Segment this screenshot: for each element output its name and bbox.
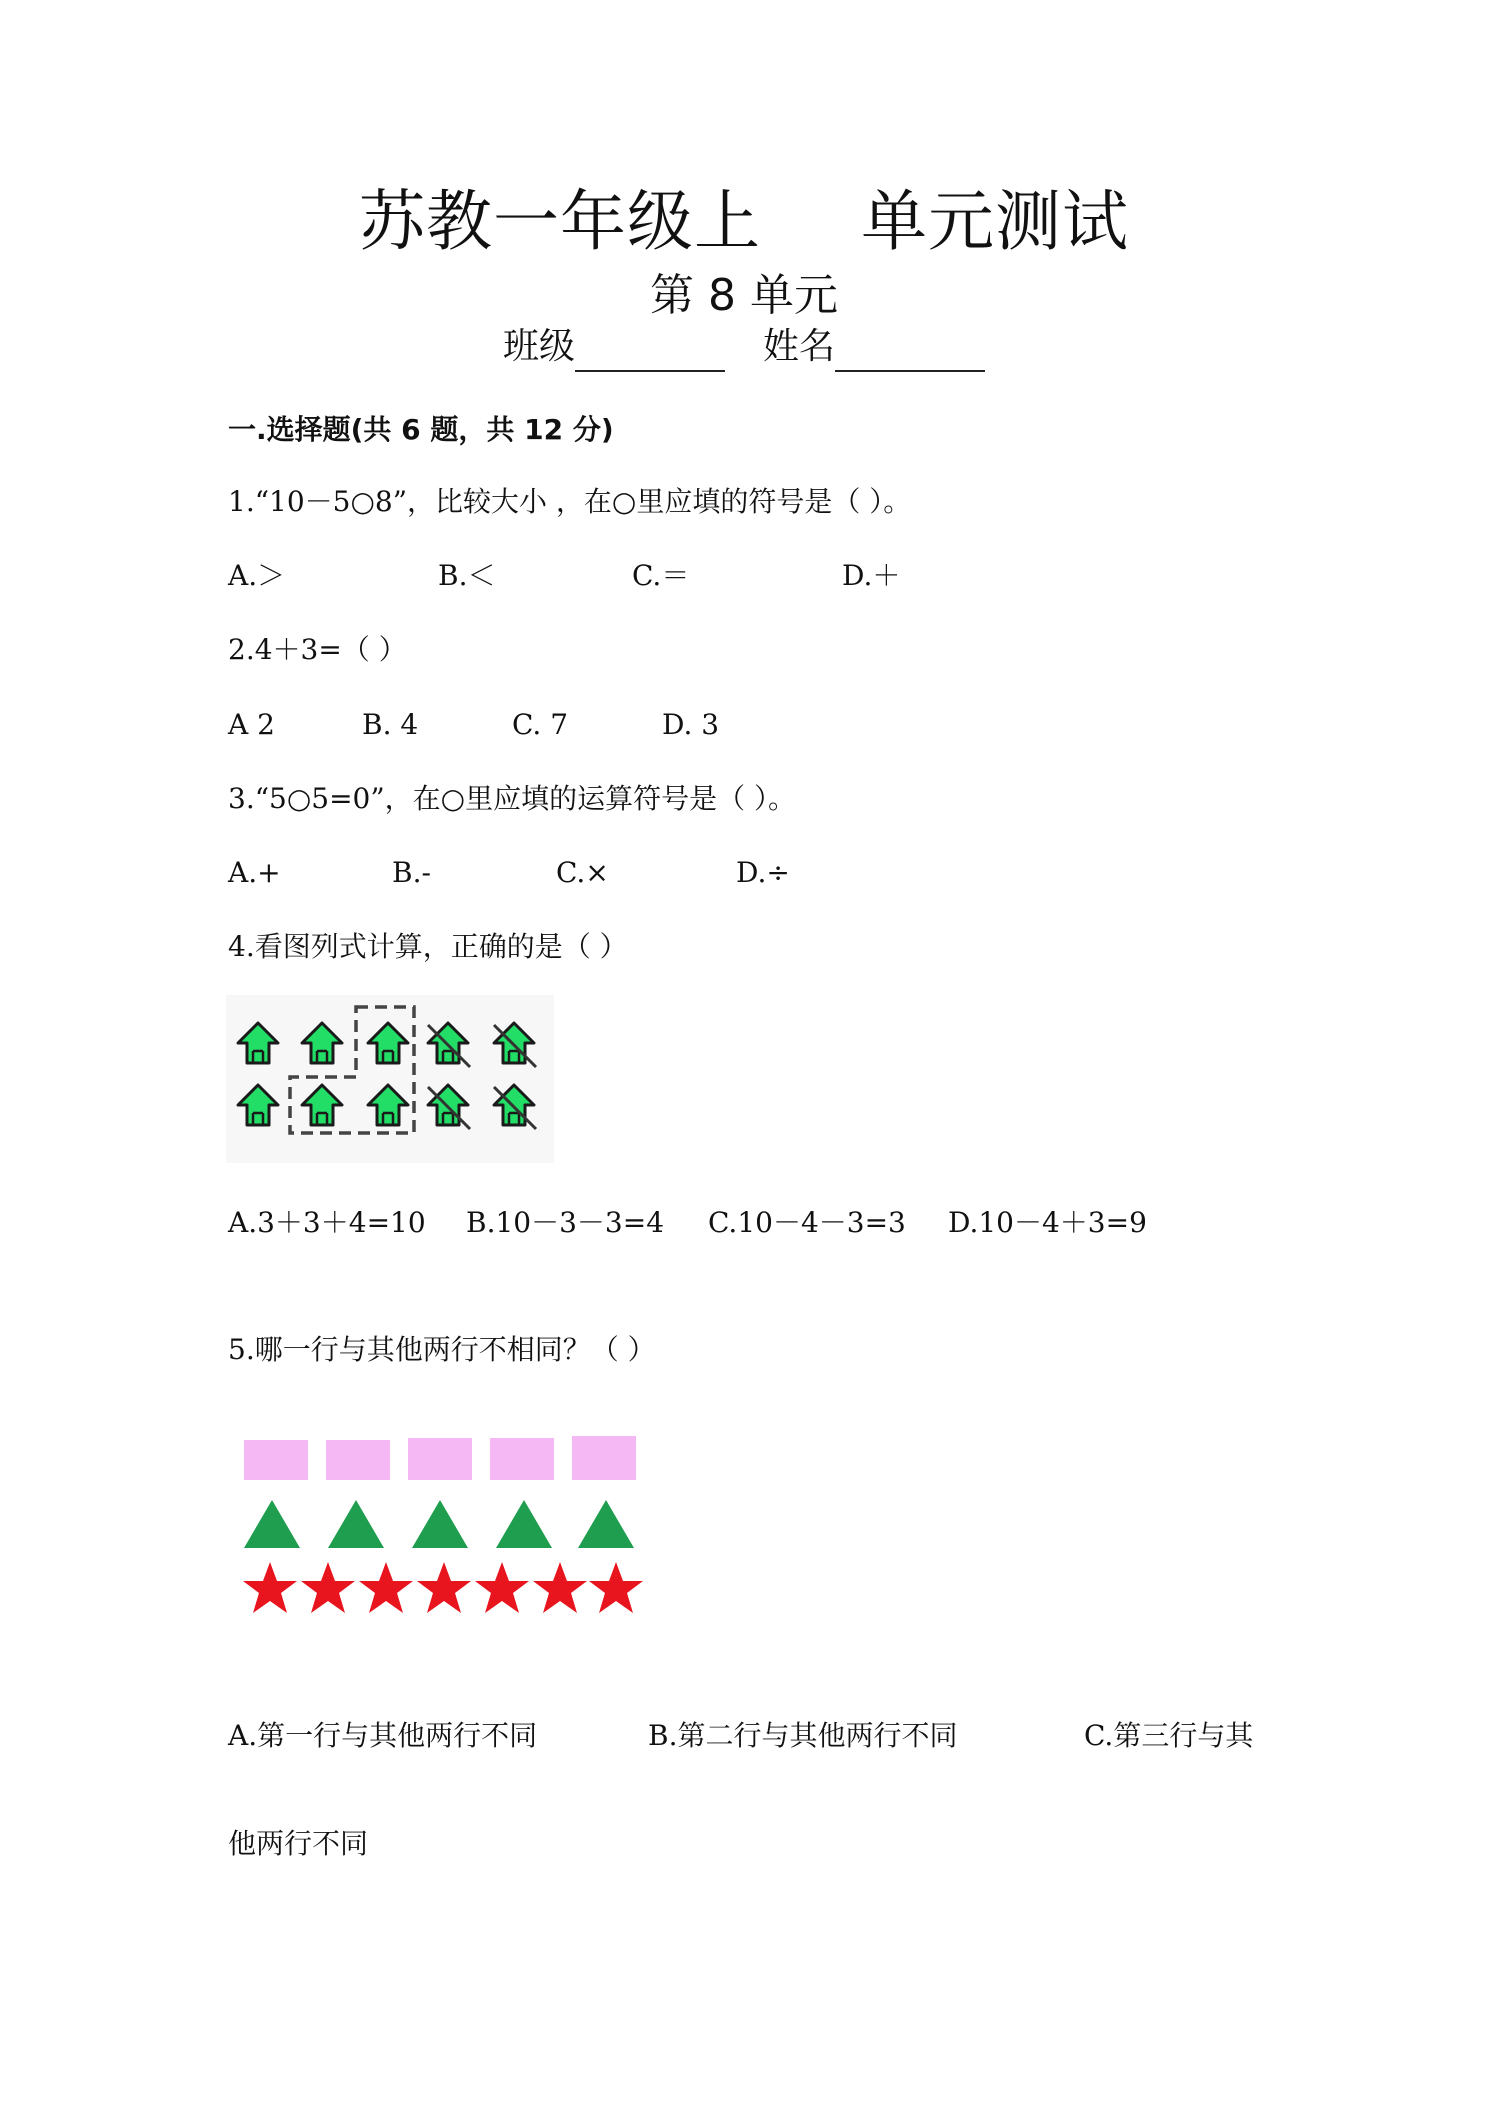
q4-option-d[interactable]: D.10－4＋3=9 (948, 1206, 1147, 1239)
q1-option-c[interactable]: C.＝ (632, 559, 690, 592)
q5-option-b[interactable]: B.第二行与其他两行不同 (648, 1719, 958, 1752)
q1-option-d[interactable]: D.＋ (842, 559, 901, 592)
q5-figure (236, 1430, 656, 1640)
q2-option-a[interactable]: A 2 (228, 708, 275, 741)
q1-option-a[interactable]: A.＞ (228, 559, 286, 592)
unit-subtitle: 第 8 单元 (650, 270, 838, 321)
q4-option-a[interactable]: A.3＋3＋4=10 (228, 1206, 426, 1239)
pink-rectangle (244, 1440, 308, 1480)
red-star-icon (301, 1562, 355, 1613)
question-1-stem: 1.“10－5○8”，比较大小 ，在○里应填的符号是（ ）。 (228, 485, 912, 518)
q4-figure (226, 995, 554, 1163)
red-star-icon (359, 1562, 413, 1613)
q5-option-c[interactable]: C.第三行与其 (1084, 1719, 1254, 1752)
student-info-line (0, 322, 1488, 372)
pink-rectangle (408, 1438, 472, 1480)
section-heading: 一.选择题(共 6 题，共 12 分) (228, 413, 614, 446)
q5-option-a[interactable]: A.第一行与其他两行不同 (228, 1719, 538, 1752)
q4-figure-background (226, 995, 554, 1163)
name-blank[interactable] (835, 332, 985, 372)
q4-option-c[interactable]: C.10－4－3=3 (708, 1206, 906, 1239)
red-star-icon (475, 1562, 529, 1613)
pink-rectangle (490, 1438, 554, 1480)
q2-option-d[interactable]: D. 3 (662, 708, 720, 741)
q3-option-c[interactable]: C.× (556, 856, 609, 889)
question-5-stem: 5.哪一行与其他两行不相同？（ ） (228, 1333, 656, 1366)
q3-option-b[interactable]: B.- (392, 856, 431, 889)
class-blank[interactable] (575, 332, 725, 372)
page-title (0, 182, 1488, 262)
green-triangle (578, 1500, 634, 1548)
q1-option-b[interactable]: B.＜ (438, 559, 496, 592)
q3-option-d[interactable]: D.÷ (736, 856, 790, 889)
question-2-stem: 2.4＋3=（ ） (228, 633, 407, 666)
green-triangle (328, 1500, 384, 1548)
red-star-icon (243, 1562, 297, 1613)
title-right: 单元测试 (861, 183, 1129, 260)
red-star-icon (533, 1562, 587, 1613)
q3-option-a[interactable]: A.+ (228, 856, 281, 889)
q5-option-c-continued: 他两行不同 (228, 1827, 369, 1860)
question-3-stem: 3.“5○5=0”，在○里应填的运算符号是（ ）。 (228, 782, 797, 815)
q2-option-c[interactable]: C. 7 (512, 708, 569, 741)
pink-rectangle (572, 1436, 636, 1480)
green-triangle (496, 1500, 552, 1548)
title-left: 苏教一年级上 (359, 183, 761, 260)
green-triangle (244, 1500, 300, 1548)
class-label: 班级 (502, 326, 575, 367)
question-4-stem: 4.看图列式计算，正确的是（ ） (228, 930, 628, 963)
red-star-icon (417, 1562, 471, 1613)
green-triangle (412, 1500, 468, 1548)
pink-rectangle (326, 1440, 390, 1480)
q2-option-b[interactable]: B. 4 (362, 708, 419, 741)
red-star-icon (589, 1562, 643, 1613)
name-label: 姓名 (763, 326, 836, 367)
q4-option-b[interactable]: B.10－3－3=4 (466, 1206, 665, 1239)
